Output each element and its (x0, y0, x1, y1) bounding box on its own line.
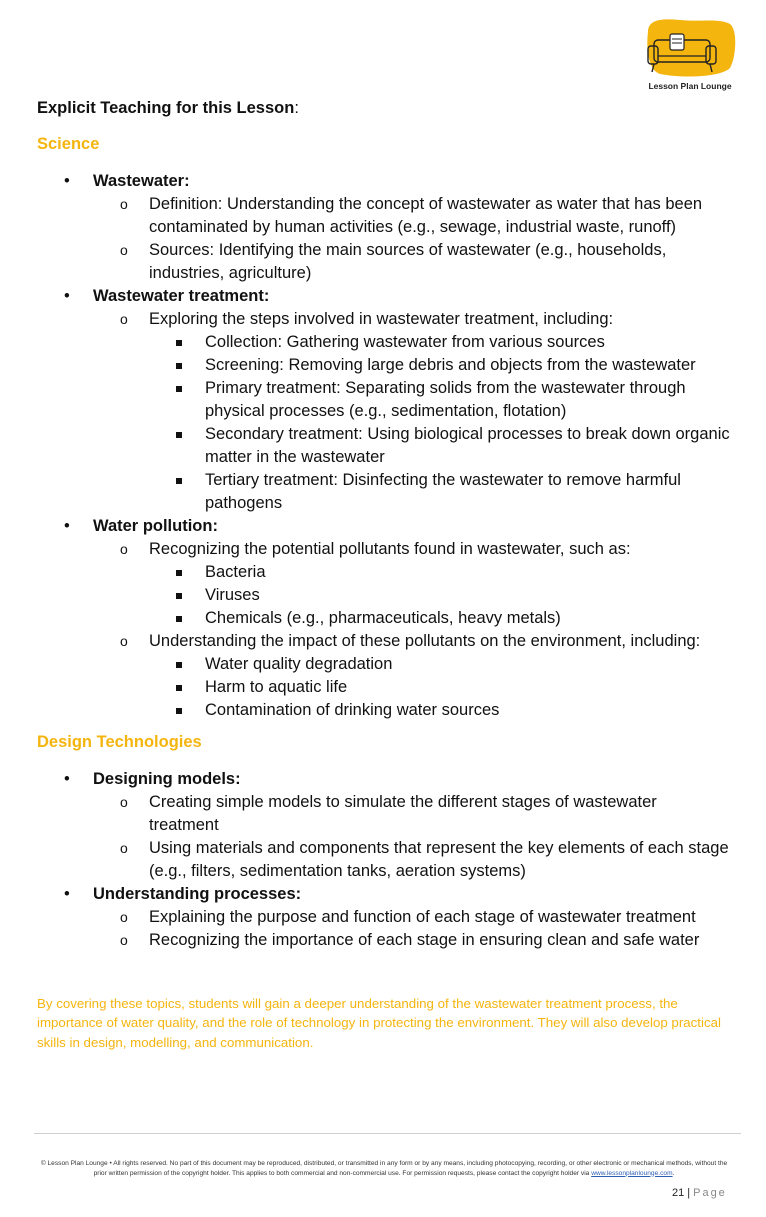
circle-bullet-icon: o (120, 909, 128, 925)
circle-bullet-icon: o (120, 840, 128, 856)
page-label: Page (693, 1187, 727, 1199)
circle-bullet-icon: o (120, 311, 128, 327)
logo-text: Lesson Plan Lounge (648, 81, 732, 91)
science-subitem: o Recognizing the potential pollutants found in wastewater, such as: (0, 538, 766, 561)
bullet-icon: • (64, 172, 70, 190)
page-heading (37, 99, 299, 118)
circle-bullet-icon: o (120, 541, 128, 557)
heading-colon: : (294, 99, 299, 117)
square-bullet-icon (176, 570, 182, 576)
circle-bullet-icon: o (120, 196, 128, 212)
sofa-icon (640, 18, 740, 80)
square-bullet-icon (176, 340, 182, 346)
design-subitem: o Explaining the purpose and function of each stage of wastewater treatment (0, 906, 766, 929)
science-item-wastewater-treatment: • Wastewater treatment: (0, 285, 766, 308)
science-section-title: Science (37, 135, 100, 153)
impact-item: Contamination of drinking water sources (0, 699, 766, 722)
square-bullet-icon (176, 685, 182, 691)
impact-item: Harm to aquatic life (0, 676, 766, 699)
lesson-plan-lounge-logo (640, 18, 740, 94)
copyright-notice: © Lesson Plan Lounge • All rights reserved. No part of this document may be reproduced, distributed, or transmitted in any form or by any means, including photocopying, recording, or other electronic or mechanical methods, without the prior written permission of the copyright holder. This applies to both commercial and non-commercial use. For permission requests, please contact the copyright holder via www.lessonplanlounge.com. (40, 1160, 728, 1177)
square-bullet-icon (176, 386, 182, 392)
summary-paragraph: By covering these topics, students will gain a deeper understanding of the wastewater treatment process, the importance of water quality, and the role of technology in protecting the environment. They will also develop practical skills in design, modelling, and communication. (37, 996, 721, 1050)
bullet-icon: • (64, 770, 70, 788)
design-list (0, 768, 766, 952)
circle-bullet-icon: o (120, 633, 128, 649)
pollutant-item: Bacteria (0, 561, 766, 584)
science-step: Collection: Gathering wastewater from various sources (0, 331, 766, 354)
pollutant-item: Chemicals (e.g., pharmaceuticals, heavy metals) (0, 607, 766, 630)
square-bullet-icon (176, 432, 182, 438)
page-number-value: 21 (672, 1187, 685, 1199)
page-number: 21 | Page (672, 1187, 727, 1199)
design-item-understanding-processes: • Understanding processes: (0, 883, 766, 906)
website-link[interactable]: www.lessonplanlounge.com (591, 1169, 673, 1177)
footer-divider (34, 1133, 741, 1134)
square-bullet-icon (176, 363, 182, 369)
design-item-designing-models: • Designing models: (0, 768, 766, 791)
bullet-icon: • (64, 517, 70, 535)
science-subitem: o Sources: Identifying the main sources of wastewater (e.g., households, industries, agriculture) (120, 241, 667, 282)
bullet-icon: • (64, 287, 70, 305)
science-step: Tertiary treatment: Disinfecting the wastewater to remove harmful pathogens (0, 469, 766, 515)
science-subitem: o Definition: Understanding the concept of wastewater as water that has been contaminated by human activities (e.g., sewage, industrial waste, runoff) (120, 195, 703, 236)
square-bullet-icon (176, 616, 182, 622)
square-bullet-icon (176, 708, 182, 714)
science-item-water-pollution: • Water pollution: (0, 515, 766, 538)
impact-item: Water quality degradation (0, 653, 766, 676)
design-subitem: o Recognizing the importance of each stage in ensuring clean and safe water (0, 929, 766, 952)
circle-bullet-icon: o (120, 794, 128, 810)
bullet-icon: • (64, 885, 70, 903)
science-subitem: o Understanding the impact of these pollutants on the environment, including: (0, 630, 766, 653)
design-subitem: o Creating simple models to simulate the different stages of wastewater treatment (120, 793, 657, 834)
pollutant-item: Viruses (0, 584, 766, 607)
science-subitem: o Exploring the steps involved in wastewater treatment, including: (0, 308, 766, 331)
science-list (0, 170, 766, 722)
square-bullet-icon (176, 593, 182, 599)
circle-bullet-icon: o (120, 932, 128, 948)
design-subitem: o Using materials and components that represent the key elements of each stage (e.g., filters, sedimentation tanks, aeration systems) (120, 839, 729, 880)
design-section-title: Design Technologies (37, 733, 202, 751)
circle-bullet-icon: o (120, 242, 128, 258)
heading-text: Explicit Teaching for this Lesson (37, 99, 295, 117)
science-item-wastewater: • Wastewater: (0, 170, 766, 193)
square-bullet-icon (176, 662, 182, 668)
science-step: Secondary treatment: Using biological processes to break down organic matter in the wastewater (0, 423, 766, 469)
square-bullet-icon (176, 478, 182, 484)
science-step: Primary treatment: Separating solids from the wastewater through physical processes (e.g., sedimentation, flotation) (0, 377, 766, 423)
science-step: Screening: Removing large debris and objects from the wastewater (0, 354, 766, 377)
